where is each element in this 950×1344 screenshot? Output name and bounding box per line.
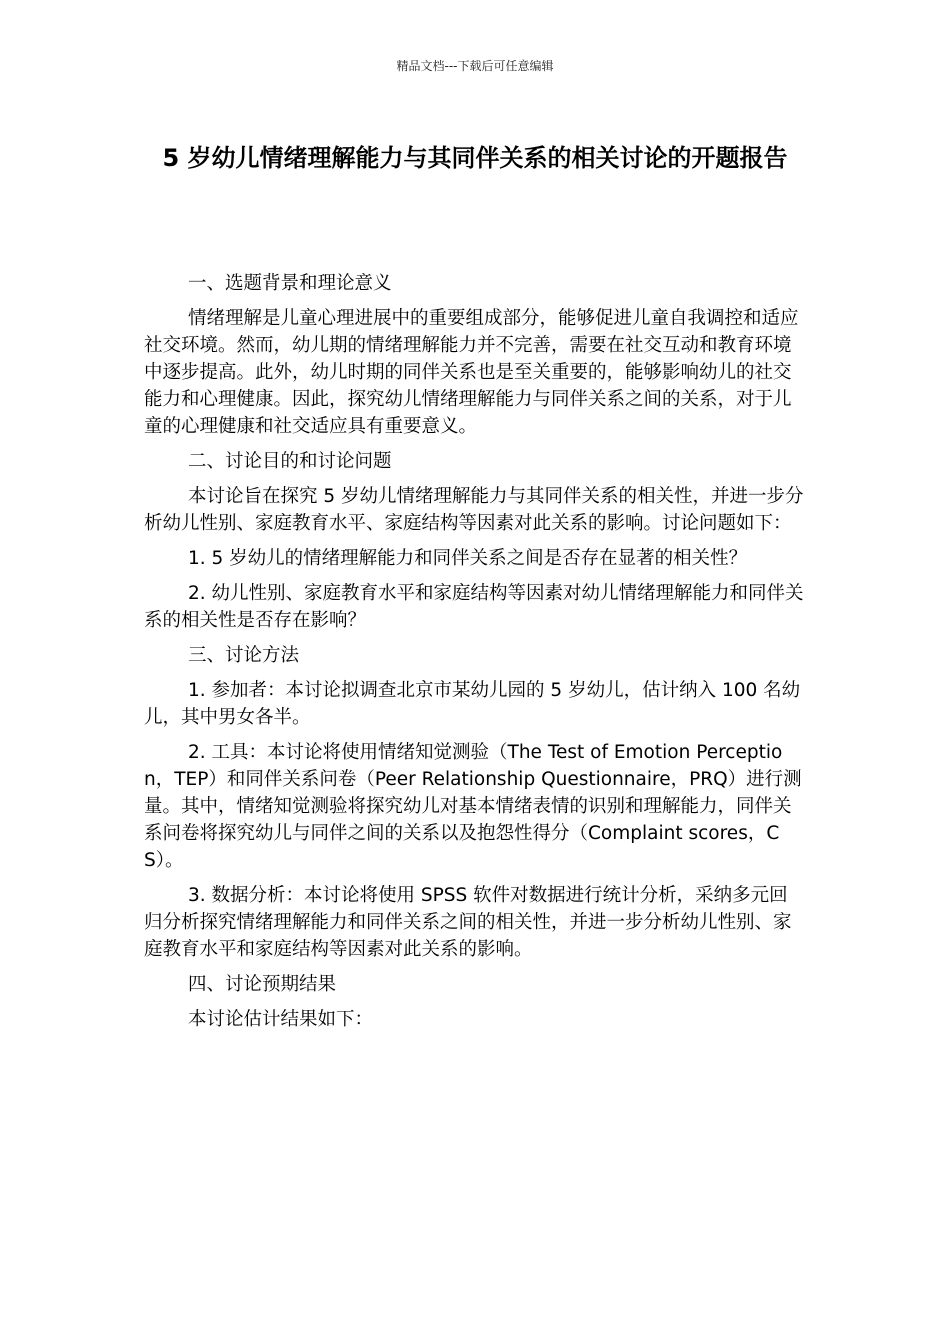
paragraph: 本讨论旨在探究 5 岁幼儿情绪理解能力与其同伴关系的相关性，并进一步分析幼儿性别、家庭教育水平、家庭结构等因素对此关系的影响。讨论问题如下：	[144, 486, 804, 534]
document-body	[144, 270, 806, 1041]
list-item: 1. 参加者：本讨论拟调查北京市某幼儿园的 5 岁幼儿，估计纳入 100 名幼儿，其中男女各半。	[144, 680, 801, 728]
list-item: 1. 5 岁幼儿的情绪理解能力和同伴关系之间是否存在显著的相关性？	[188, 548, 748, 569]
paragraph: 本讨论估计结果如下：	[188, 1009, 374, 1030]
paragraph: 情绪理解是儿童心理进展中的重要组成部分，能够促进儿童自我调控和适应社交环境。然而，幼儿期的情绪理解能力并不完善，需要在社交互动和教育环境中逐步提高。此外，幼儿时期的同伴关系也是至关重要的，能够影响幼儿的社交能力和心理健康。因此，探究幼儿情绪理解能力与同伴关系之间的关系，对于儿童的心理健康和社交适应具有重要意义。	[144, 308, 799, 437]
section-heading: 二、讨论目的和讨论问题	[188, 451, 392, 472]
list-item: 2. 幼儿性别、家庭教育水平和家庭结构等因素对幼儿情绪理解能力和同伴关系的相关性是否存在影响？	[144, 583, 804, 631]
list-item: 2. 工具：本讨论将使用情绪知觉测验（The Test of Emotion Perception，TEP）和同伴关系问卷（Peer Relationship Questionnaire，PRQ）进行测量。其中，情绪知觉测验将探究幼儿对基本情绪表情的识别和理解能力，同伴关系问卷将探究幼儿与同伴之间的关系以及抱怨性得分（Complaint scores，CS）。	[144, 742, 802, 871]
section-heading: 四、讨论预期结果	[188, 974, 337, 995]
document-title: 5 岁幼儿情绪理解能力与其同伴关系的相关讨论的开题报告	[162, 144, 788, 172]
list-item: 3. 数据分析：本讨论将使用 SPSS 软件对数据进行统计分析，采纳多元回归分析探究情绪理解能力和同伴关系之间的相关性，并进一步分析幼儿性别、家庭教育水平和家庭结构等因素对此关系的影响。	[144, 885, 792, 960]
section-heading: 一、选题背景和理论意义	[188, 273, 392, 294]
page-header: 精品文档---下载后可任意编辑	[396, 59, 554, 73]
section-heading: 三、讨论方法	[188, 645, 300, 666]
